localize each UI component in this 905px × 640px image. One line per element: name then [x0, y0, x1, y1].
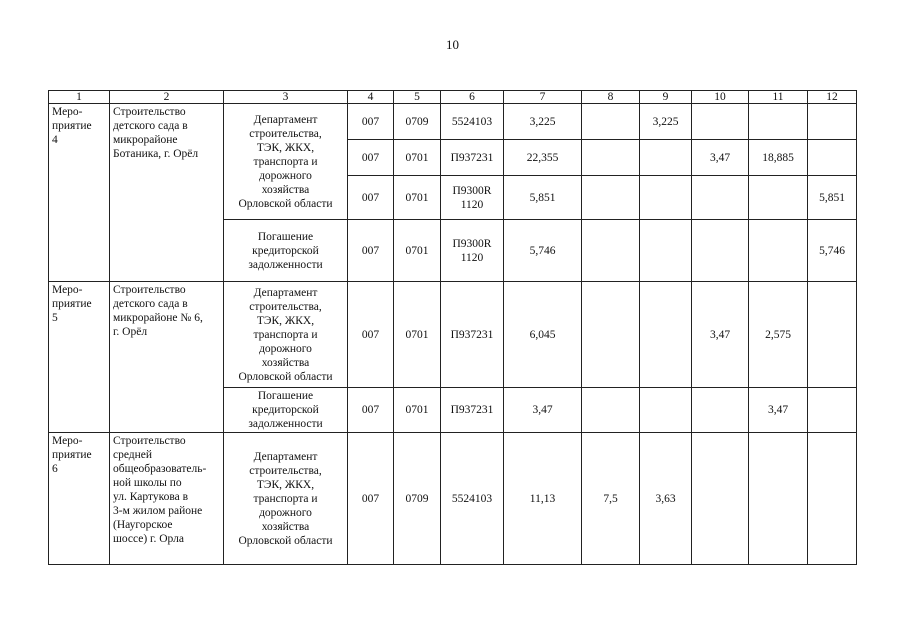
value-cell-c4: 007 — [348, 282, 394, 388]
value-cell-c8 — [582, 282, 640, 388]
project-name-cell: Строительство средней общеобразователь- ной школы по ул. Картукова в 3-м жилом районе (Наугорское шоссе) г. Орла — [110, 433, 224, 565]
value-cell-c12 — [808, 388, 857, 433]
value-cell-c5: 0701 — [394, 220, 441, 282]
value-cell-c6: П9300R 1120 — [441, 176, 504, 220]
header-cell: 11 — [749, 91, 808, 104]
value-cell-c10 — [692, 104, 749, 140]
table-row — [49, 104, 857, 140]
value-cell-c6: 5524103 — [441, 433, 504, 565]
value-cell-c9 — [640, 282, 692, 388]
table-row — [49, 433, 857, 565]
value-cell-c8 — [582, 388, 640, 433]
header-cell: 2 — [110, 91, 224, 104]
value-cell-c9 — [640, 388, 692, 433]
value-cell-c6: П937231 — [441, 388, 504, 433]
value-cell-c9 — [640, 176, 692, 220]
value-cell-c10: 3,47 — [692, 282, 749, 388]
value-cell-c7: 11,13 — [504, 433, 582, 565]
value-cell-c9 — [640, 140, 692, 176]
project-name-cell: Строительство детского сада в микрорайоне Ботаника, г. Орёл — [110, 104, 224, 282]
debt-repayment-cell: Погашение кредиторской задолженности — [224, 220, 348, 282]
value-cell-c11 — [749, 433, 808, 565]
value-cell-c12 — [808, 282, 857, 388]
event-cell: Меро- приятие 4 — [49, 104, 110, 282]
value-cell-c8 — [582, 104, 640, 140]
value-cell-c4: 007 — [348, 220, 394, 282]
header-cell: 8 — [582, 91, 640, 104]
value-cell-c5: 0701 — [394, 140, 441, 176]
table-row — [49, 282, 857, 388]
value-cell-c4: 007 — [348, 104, 394, 140]
header-row — [49, 91, 857, 104]
event-cell: Меро- приятие 6 — [49, 433, 110, 565]
budget-table — [48, 90, 857, 565]
value-cell-c7: 3,47 — [504, 388, 582, 433]
header-cell: 5 — [394, 91, 441, 104]
value-cell-c8 — [582, 176, 640, 220]
header-cell: 12 — [808, 91, 857, 104]
value-cell-c7: 22,355 — [504, 140, 582, 176]
value-cell-c10 — [692, 433, 749, 565]
value-cell-c6: П937231 — [441, 140, 504, 176]
department-cell: Департамент строительства, ТЭК, ЖКХ, транспорта и дорожного хозяйства Орловской области — [224, 433, 348, 565]
debt-repayment-cell: Погашение кредиторской задолженности — [224, 388, 348, 433]
value-cell-c8: 7,5 — [582, 433, 640, 565]
value-cell-c7: 3,225 — [504, 104, 582, 140]
value-cell-c11: 3,47 — [749, 388, 808, 433]
header-cell: 3 — [224, 91, 348, 104]
value-cell-c4: 007 — [348, 176, 394, 220]
value-cell-c9: 3,63 — [640, 433, 692, 565]
value-cell-c5: 0701 — [394, 388, 441, 433]
value-cell-c4: 007 — [348, 388, 394, 433]
department-cell: Департамент строительства, ТЭК, ЖКХ, транспорта и дорожного хозяйства Орловской области — [224, 104, 348, 220]
project-name-cell: Строительство детского сада в микрорайоне № 6, г. Орёл — [110, 282, 224, 433]
value-cell-c11 — [749, 104, 808, 140]
value-cell-c4: 007 — [348, 140, 394, 176]
value-cell-c5: 0709 — [394, 104, 441, 140]
value-cell-c7: 5,851 — [504, 176, 582, 220]
header-cell: 7 — [504, 91, 582, 104]
value-cell-c12 — [808, 140, 857, 176]
value-cell-c10 — [692, 388, 749, 433]
value-cell-c10 — [692, 220, 749, 282]
header-cell: 9 — [640, 91, 692, 104]
value-cell-c7: 6,045 — [504, 282, 582, 388]
header-cell: 1 — [49, 91, 110, 104]
table-body — [49, 104, 857, 565]
value-cell-c11: 18,885 — [749, 140, 808, 176]
value-cell-c6: П9300R 1120 — [441, 220, 504, 282]
value-cell-c9 — [640, 220, 692, 282]
event-cell: Меро- приятие 5 — [49, 282, 110, 433]
value-cell-c12 — [808, 104, 857, 140]
value-cell-c7: 5,746 — [504, 220, 582, 282]
value-cell-c6: 5524103 — [441, 104, 504, 140]
value-cell-c6: П937231 — [441, 282, 504, 388]
value-cell-c12 — [808, 433, 857, 565]
value-cell-c11 — [749, 220, 808, 282]
header-cell: 4 — [348, 91, 394, 104]
value-cell-c9: 3,225 — [640, 104, 692, 140]
value-cell-c5: 0709 — [394, 433, 441, 565]
value-cell-c12: 5,746 — [808, 220, 857, 282]
header-cell: 6 — [441, 91, 504, 104]
value-cell-c8 — [582, 140, 640, 176]
value-cell-c5: 0701 — [394, 282, 441, 388]
value-cell-c11 — [749, 176, 808, 220]
value-cell-c12: 5,851 — [808, 176, 857, 220]
value-cell-c10: 3,47 — [692, 140, 749, 176]
value-cell-c11: 2,575 — [749, 282, 808, 388]
page-number: 10 — [446, 37, 459, 52]
value-cell-c5: 0701 — [394, 176, 441, 220]
department-cell: Департамент строительства, ТЭК, ЖКХ, транспорта и дорожного хозяйства Орловской области — [224, 282, 348, 388]
value-cell-c4: 007 — [348, 433, 394, 565]
header-cell: 10 — [692, 91, 749, 104]
value-cell-c8 — [582, 220, 640, 282]
value-cell-c10 — [692, 176, 749, 220]
